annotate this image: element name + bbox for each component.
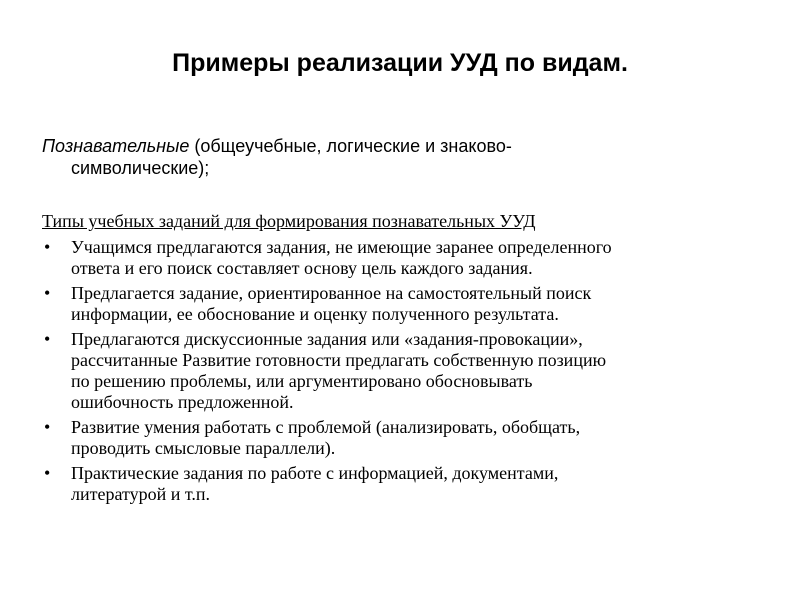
intro-italic-term: Познавательные [42, 136, 190, 156]
bullet-text-line: Учащимся предлагаются задания, не имеющие заранее определенного [71, 237, 612, 257]
bullet-text-line: литературой и т.п. [71, 484, 211, 504]
bullet-point-icon: • [44, 329, 51, 349]
bullet-text-line: Практические задания по работе с информацией, документами, [71, 463, 559, 483]
intro-text-continued: символические); [71, 158, 210, 178]
section-heading: Типы учебных заданий для формирования познавательных УУД [42, 211, 536, 231]
bullet-text-line: Предлагаются дискуссионные задания или «задания-провокации», [71, 329, 583, 349]
bullet-item [42, 329, 742, 413]
slide-title: Примеры реализации УУД по видам. [172, 49, 628, 77]
bullet-item [42, 237, 742, 279]
bullet-point-icon: • [44, 237, 51, 257]
bullet-text-line: проводить смысловые параллели). [71, 438, 336, 458]
bullet-text-line: рассчитанные Развитие готовности предлагать собственную позицию [71, 350, 607, 370]
bullet-text-line: по решению проблемы, или аргументировано обосновывать [71, 371, 533, 391]
bullet-item [42, 417, 742, 459]
intro-text: (общеучебные, логические и знаково- [189, 136, 512, 156]
bullet-list [42, 237, 742, 509]
bullet-item [42, 463, 742, 505]
intro-paragraph [42, 135, 682, 179]
bullet-item [42, 283, 742, 325]
bullet-text-line: Предлагается задание, ориентированное на самостоятельный поиск [71, 283, 592, 303]
bullet-text-line: ошибочность предложенной. [71, 392, 294, 412]
bullet-text-line: ответа и его поиск составляет основу цель каждого задания. [71, 258, 533, 278]
bullet-point-icon: • [44, 463, 51, 483]
bullet-point-icon: • [44, 417, 51, 437]
bullet-text-line: Развитие умения работать с проблемой (анализировать, обобщать, [71, 417, 581, 437]
bullet-text-line: информации, ее обоснование и оценку полученного результата. [71, 304, 559, 324]
bullet-point-icon: • [44, 283, 51, 303]
